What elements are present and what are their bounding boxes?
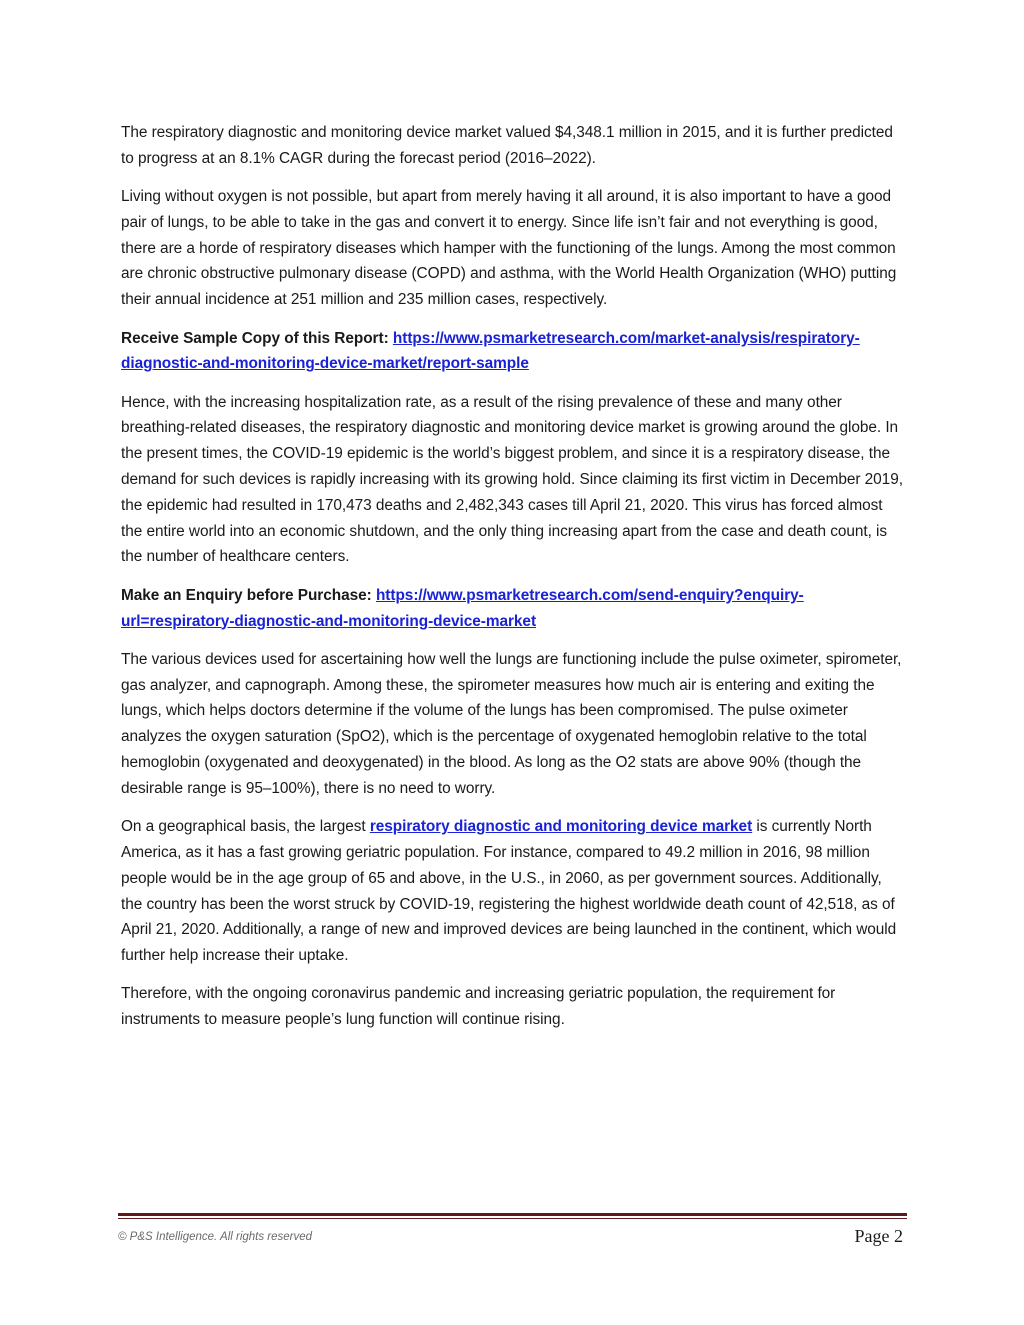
paragraph-conclusion: Therefore, with the ongoing coronavirus pandemic and increasing geriatric population, the requirement for instruments to measure people’s lung function will continue rising.: [121, 985, 836, 1029]
footer-row: [118, 1219, 907, 1249]
sample-report-link[interactable]: https://www.psmarketresearch.com/market-analysis/respiratory-diagnostic-and-monitoring-device-market/report-sample: [121, 329, 860, 373]
geography-text-after: is currently North America, as it has a fast growing geriatric population. For instance, compared to 49.2 million in 2016, 98 million people would be in the age group of 65 and above, in the U.S., in 2060, as per government sources. Additionally, the country has been the worst struck by COVID-19, registering the highest worldwide death count of 42,518, as of April 21, 2020. Additionally, a range of new and improved devices are being launched in the continent, which would further help increase their uptake.: [121, 818, 897, 965]
footer-divider-thick: [118, 1213, 907, 1216]
geography-text-before: On a geographical basis, the largest: [121, 818, 370, 836]
paragraph-devices: The various devices used for ascertaining how well the lungs are functioning include the pulse oximeter, spirometer, gas analyzer, and capnograph. Among these, the spirometer measures how much air is entering and exiting the lungs, which helps doctors determine if the volume of the lungs has been compromised. The pulse oximeter analyzes the oxygen saturation (SpO2), which is the percentage of oxygenated hemoglobin relative to the total hemoglobin (oxygenated and deoxygenated) in the blood. As long as the O2 stats are above 90% (though the desirable range is 95–100%), there is no need to worry.: [121, 650, 902, 797]
copyright-text: © P&S Intelligence. All rights reserved: [118, 1231, 313, 1243]
paragraph-geography: [121, 814, 907, 969]
market-report-link[interactable]: respiratory diagnostic and monitoring device market: [369, 818, 753, 836]
enquiry-request: [121, 583, 907, 635]
paragraph-covid: Hence, with the increasing hospitalization rate, as a result of the rising prevalence of these and many other breathing-related diseases, the respiratory diagnostic and monitoring device market is growing around the globe. In the present times, the COVID-19 epidemic is the world’s biggest problem, and since it is a respiratory disease, the demand for such devices is rapidly increasing with its growing hold. Since claiming its first victim in December 2019, the epidemic had resulted in 170,473 deaths and 2,482,343 cases till April 21, 2020. This virus has forced almost the entire world into an economic shutdown, and the only thing increasing apart from the case and death count, is the number of healthcare centers.: [121, 393, 903, 566]
body-content: [121, 120, 907, 1046]
enquiry-link[interactable]: https://www.psmarketresearch.com/send-enquiry?enquiry-url=respiratory-diagnostic-and-monitoring-device-market: [121, 586, 804, 630]
page-number: Page 2: [854, 1226, 903, 1246]
enquiry-label: Make an Enquiry before Purchase:: [121, 586, 372, 604]
page-footer: [118, 1213, 907, 1249]
paragraph-lungs: Living without oxygen is not possible, but apart from merely having it all around, it is also important to have a good pair of lungs, to be able to take in the gas and convert it to energy. Since life isn’t fair and not everything is good, there are a horde of respiratory diseases which hamper with the functioning of the lungs. Among the most common are chronic obstructive pulmonary disease (COPD) and asthma, with the World Health Organization (WHO) putting their annual incidence at 251 million and 235 million cases, respectively.: [121, 188, 897, 309]
paragraph-market-value: The respiratory diagnostic and monitoring device market valued $4,348.1 million in 2015, and it is further predicted to progress at an 8.1% CAGR during the forecast period (2016–2022).: [121, 124, 893, 167]
sample-request: [121, 326, 907, 378]
sample-label: Receive Sample Copy of this Report:: [121, 329, 389, 347]
